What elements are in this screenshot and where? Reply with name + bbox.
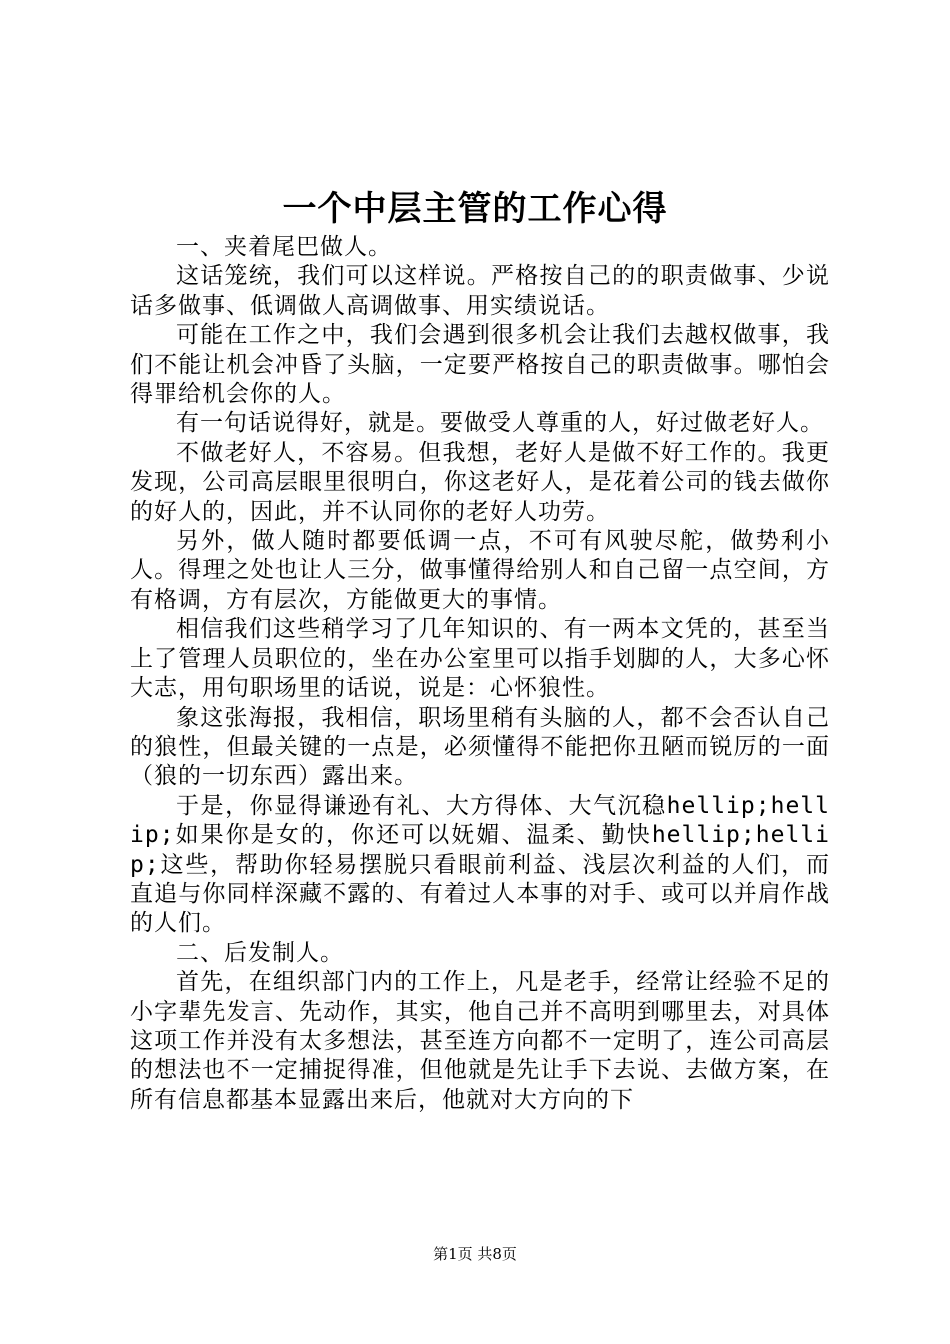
paragraph: 有一句话说得好，就是。要做受人尊重的人，好过做老好人。 — [176, 410, 824, 437]
document-body — [130, 233, 830, 1115]
paragraph: 一、夹着尾巴做人。 — [176, 234, 392, 260]
paragraph: 象这张海报，我相信，职场里稍有头脑的人，都不会否认自己的狼性，但最关键的一点是，必须懂得不能把你丑陋而锐厉的一面（狼的一切东西）露出来。 — [130, 704, 830, 790]
paragraph: 于是，你显得谦逊有礼、大方得体、大气沉稳hellip;hellip;如果你是女的，你还可以妩媚、温柔、勤快hellip;hellip;这些，帮助你轻易摆脱只看眼前利益、浅层次利益的人们，而直追与你同样深藏不露的、有着过人本事的对手、或可以并肩作战的人们。 — [130, 792, 830, 937]
paragraph: 这话笼统，我们可以这样说。严格按自己的的职责做事、少说话多做事、低调做人高调做事、用实绩说话。 — [130, 263, 830, 319]
paragraph: 相信我们这些稍学习了几年知识的、有一两本文凭的，甚至当上了管理人员职位的，坐在办公室里可以指手划脚的人，大多心怀大志，用句职场里的话说，说是：心怀狼性。 — [130, 616, 830, 702]
paragraph: 二、后发制人。 — [176, 939, 344, 966]
page-footer: 第1页 共8页 — [433, 1245, 517, 1263]
document-title: 一个中层主管的工作心得 — [282, 189, 668, 229]
paragraph: 另外，做人随时都要低调一点，不可有风驶尽舵，做势利小人。得理之处也让人三分，做事懂得给别人和自己留一点空间，方有格调，方有层次，方能做更大的事情。 — [130, 528, 830, 613]
paragraph: 可能在工作之中，我们会遇到很多机会让我们去越权做事，我们不能让机会冲昏了头脑，一定要严格按自己的职责做事。哪怕会得罪给机会你的人。 — [130, 322, 830, 408]
paragraph: 首先，在组织部门内的工作上，凡是老手，经常让经验不足的小字辈先发言、先动作，其实，他自己并不高明到哪里去，对具体这项工作并没有太多想法，甚至连方向都不一定明了，连公司高层的想法也不一定捕捉得准，但他就是先让手下去说、去做方案，在所有信息都基本显露出来后，他就对大方向的下 — [130, 969, 830, 1113]
paragraph: 不做老好人，不容易。但我想，老好人是做不好工作的。我更发现，公司高层眼里很明白，你这老好人，是花着公司的钱去做你的好人的，因此，并不认同你的老好人功劳。 — [130, 439, 830, 525]
